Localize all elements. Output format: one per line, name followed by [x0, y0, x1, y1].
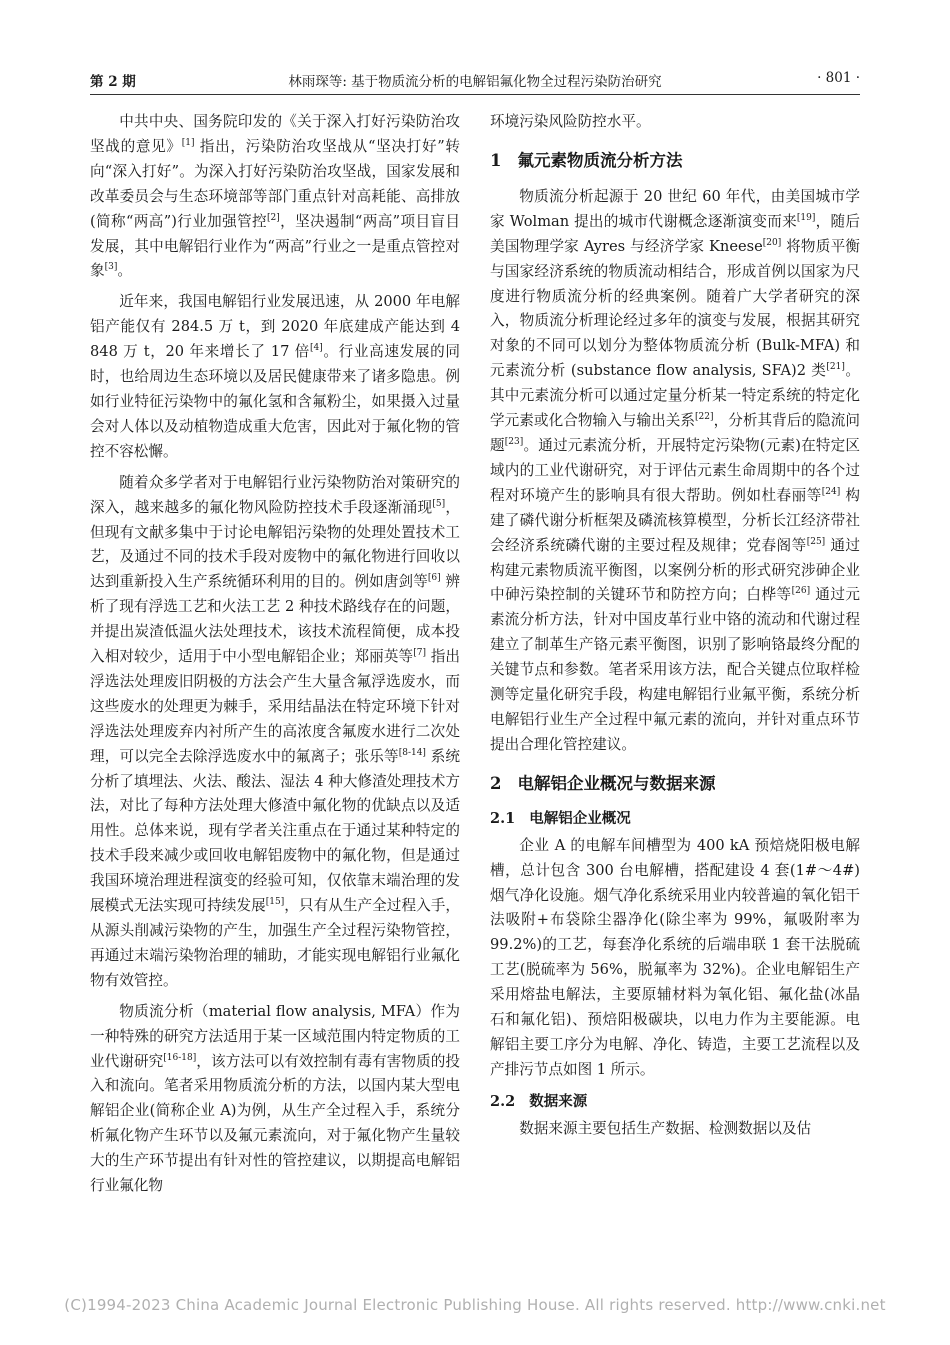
running-header — [90, 66, 860, 95]
citation: [7] — [413, 648, 426, 659]
citation: [16-18] — [163, 1052, 197, 1063]
paragraph: 随着众多学者对于电解铝行业污染物防治对策研究的深入，越来越多的氟化物风险防控技术手段逐渐涌现[5]，但现有文献多集中于讨论电解铝污染物的处理处置技术工艺，及通过不同的技术手段对废物中的氟化物进行回收以达到重新投入生产系统循环利用的目的。例如唐剑等[6] 辨析了现有浮选工艺和火法工艺 2 种技术路线存在的问题，并提出炭渣低温火法处理技术，该技术流程简便，成本投入相对较少，适用于中小型电解铝企业；郑丽英等[7] 指出浮选法处理废旧阴极的方法会产生大量含氟浮选废水，而这些废水的处理更为棘手，采用结晶法在特定环境下针对浮选法处理废弃内衬所产生的高浓度含氟废水进行二次处理，可以完全去除浮选废水中的氟离子；张乐等[8-14] 系统分析了填埋法、火法、酸法、湿法 4 种大修渣处理技术方法，对比了每种方法处理大修渣中氟化物的优缺点以及适用性。总体来说，现有学者关注重点在于通过某种特定的技术手段来减少或回收电解铝废物中的氟化物，但是通过我国环境治理进程演变的经验可知，仅依靠末端治理的发展模式无法实现可持续发展[15]，只有从生产全过程入手，从源头削减污染物的产生，加强生产全过程污染物管控，再通过末端污染物治理的辅助，才能实现电解铝行业氟化物有效管控。 — [90, 473, 460, 989]
paragraph: 物质流分析起源于 20 世纪 60 年代，由美国城市学家 Wolman 提出的城市代谢概念逐渐演变而来[19]，随后美国物理学家 Ayres 与经济学家 Kneese[20] 将物质平衡与国家经济系统的物质流动相结合，形成首例以国家为尺度进行物质流分析的经典案例。随着广大学者研究的深入，物质流分析理论经过多年的演变与发展，根据其研究对象的不同可以划分为整体物质流分析 (Bulk-MFA) 和元素流分析 (substance flow analysis, SFA)2 类[21]。其中元素流分析可以通过定量分析某一特定系统的特定化学元素或化合物输入与输出关系[22]，分析其背后的隐流问题[23]。通过元素流分析，开展特定污染物(元素)在特定区域内的工业代谢研究，对于评估元素生命周期中的各个过程对环境产生的影响具有很大帮助。例如杜春丽等[24] 构建了磷代谢分析框架及磷流核算模型，分析长江经济带社会经济系统磷代谢的主要过程及规律；党春阁等[25] 通过构建元素物质流平衡图，以案例分析的形式研究涉砷企业中砷污染控制的关键环节和防控方向；白桦等[26] 通过元素流分析方法，针对中国皮革行业中铬的流动和代谢过程建立了制革生产铬元素平衡图，识别了影响铬最终分配的关键节点和参数。笔者采用该方法，配合关键点位取样检测等定量化研究手段，构建电解铝行业氟平衡，系统分析电解铝行业生产全过程中氟元素的流向，并针对重点环节提出合理化管控建议。 — [490, 187, 860, 753]
citation: [20] — [762, 237, 782, 248]
left-column — [90, 110, 460, 1205]
page-number: · 801 · — [817, 70, 860, 86]
paragraph: 数据来源主要包括生产数据、检测数据以及估 — [519, 1119, 812, 1137]
citation: [5] — [432, 498, 446, 509]
running-title: 林雨琛等: 基于物质流分析的电解铝氟化物全过程污染防治研究 — [288, 74, 662, 90]
citation: [8-14] — [398, 747, 426, 758]
right-column — [490, 110, 860, 1148]
citation: [23] — [504, 437, 524, 448]
paragraph: 企业 A 的电解车间槽型为 400 kA 预焙烧阳极电解槽，总计包含 300 台电解槽，搭配建设 4 套(1#～4#)烟气净化设施。烟气净化系统采用业内较普遍的氧化铝干法吸附+布袋除尘器净化(除尘率为 99%，氟吸附率为 99.2%)的工艺，每套净化系统的后端串联 1 套干法脱硫工艺(脱硫率为 56%，脱氟率为 32%)。企业电解铝生产采用熔盐电解法，主要原辅材料为氧化铝、氟化盐(冰晶石和氟化铝)、预焙阳极碳块，以电力作为主要能源。电解铝主要工序分为电解、净化、铸造，主要工艺流程以及产排污节点如图 1 所示。 — [490, 836, 860, 1078]
citation: [1] — [181, 138, 195, 149]
citation: [3] — [104, 262, 118, 273]
citation: [2] — [267, 212, 280, 223]
issue-number: 第 2 期 — [90, 74, 136, 90]
citation: [4] — [309, 343, 323, 354]
citation: [21] — [826, 362, 845, 373]
citation: [24] — [821, 486, 841, 497]
citation: [22] — [695, 412, 714, 423]
citation: [19] — [796, 212, 816, 223]
subsection-heading: 2.2 数据来源 — [490, 1092, 588, 1110]
paragraph: 近年来，我国电解铝行业发展迅速，从 2000 年电解铝产能仅有 284.5 万 t，到 2020 年底建成产能达到 4 848 万 t，20 年来增长了 17 倍[4]。行业高速发展的同时，也给周边生态环境以及居民健康带来了诸多隐患。例如行业特征污染物中的氟化氢和含氟粉尘，如果摄入过量会对人体以及动植物造成重大危害，因此对于氟化物的管控不容松懈。 — [90, 293, 460, 460]
citation: [15] — [265, 897, 285, 908]
section-heading: 1 氟元素物质流分析方法 — [490, 150, 683, 170]
citation: [6] — [427, 573, 441, 584]
paragraph: 物质流分析（material flow analysis, MFA）作为一种特殊的研究方法适用于某一区域范围内特定物质的工业代谢研究[16-18]，该方法可以有效控制有毒有害物质的投入和流向。笔者采用物质流分析的方法，以国内某大型电解铝企业(简称企业 A)为例，从生产全过程入手，系统分析氟化物产生环节以及氟元素流向，对于氟化物产生量较大的生产环节提出有针对性的管控建议，以期提高电解铝行业氟化物 — [90, 1002, 460, 1195]
subsection-heading: 2.1 电解铝企业概况 — [490, 809, 631, 827]
citation: [26] — [791, 586, 811, 597]
citation: [25] — [806, 536, 826, 547]
paragraph: 中共中央、国务院印发的《关于深入打好污染防治攻坚战的意见》[1] 指出，污染防治攻坚战从“坚决打好”转向“深入打好”。为深入打好污染防治攻坚战，国家发展和改革委员会与生态环境部等部门重点针对高耗能、高排放(简称“两高”)行业加强管控[2]，坚决遏制“两高”项目盲目发展，其中电解铝行业作为“两高”行业之一是重点管控对象[3]。 — [90, 113, 460, 280]
copyright-footer: (C)1994-2023 China Academic Journal Electronic Publishing House. All rights reserved. http://www.cnki.net — [64, 1296, 886, 1314]
section-heading: 2 电解铝企业概况与数据来源 — [490, 773, 716, 793]
paragraph: 环境污染风险防控水平。 — [490, 113, 651, 130]
